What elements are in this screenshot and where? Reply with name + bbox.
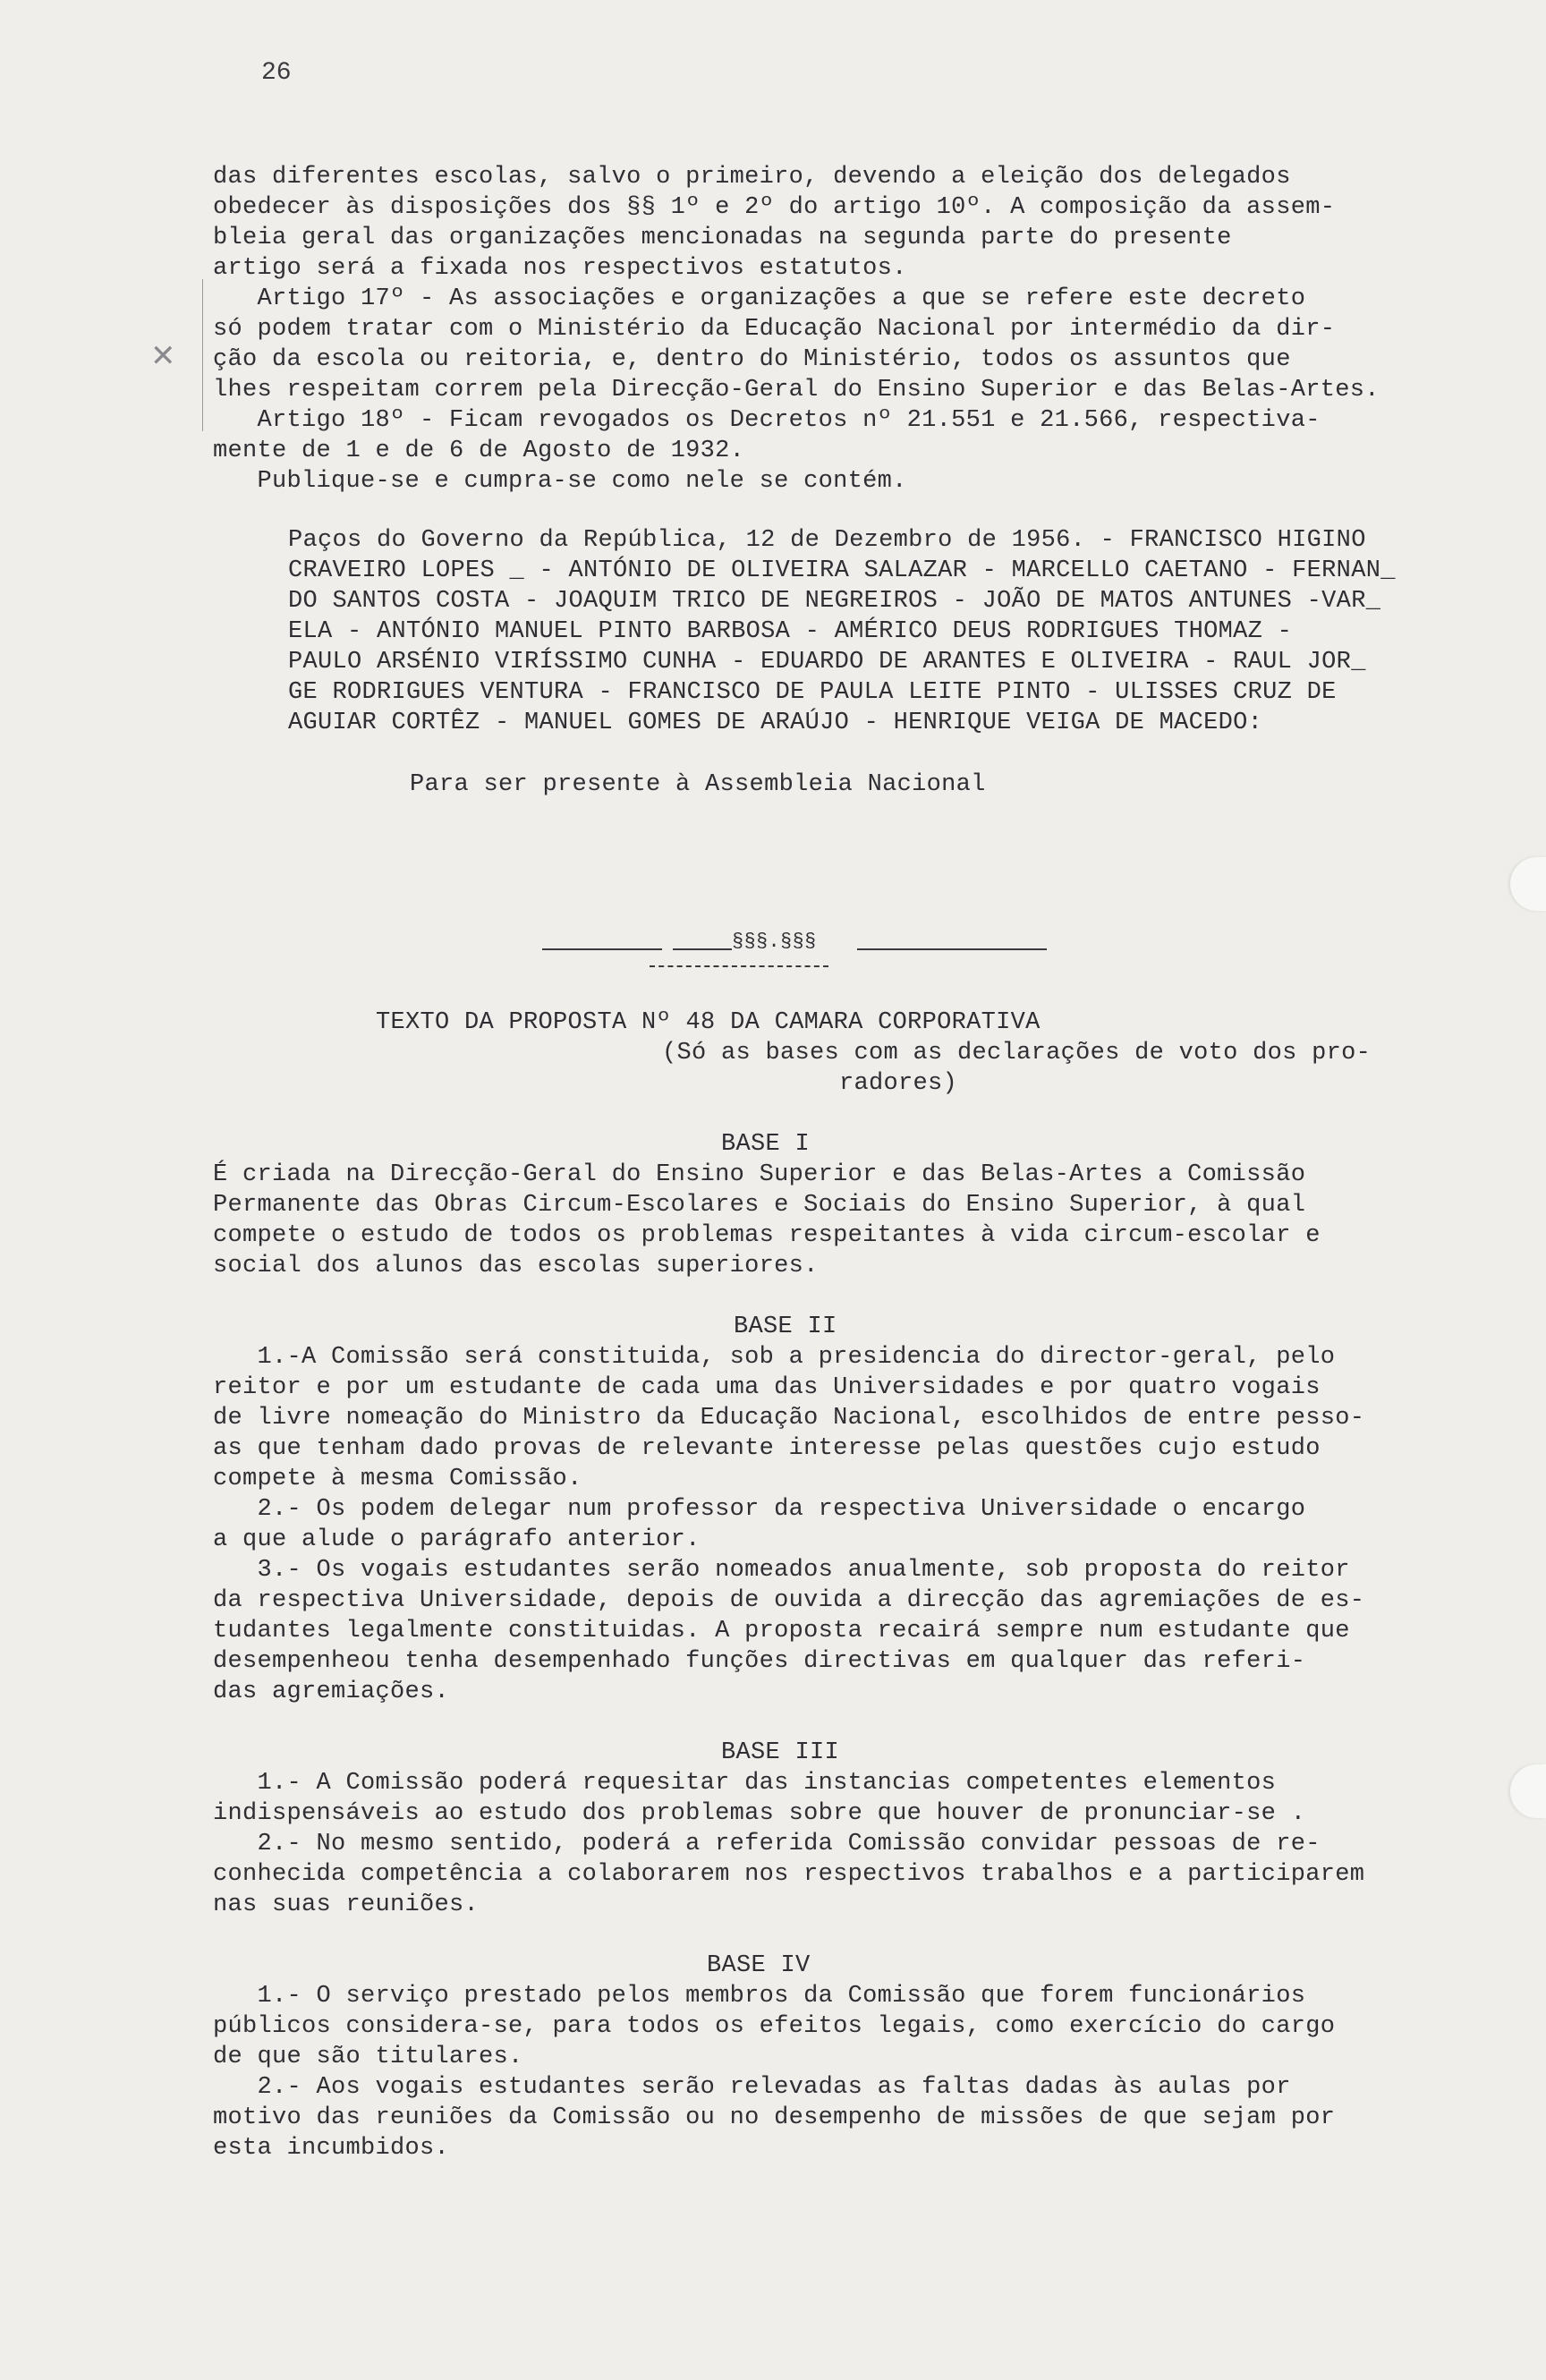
base-line: 1.- O serviço prestado pelos membros da Comissão que forem funcionários [213,1983,1306,2010]
decree-line: Artigo 17º - As associações e organizações a que se refere este decreto [213,285,1306,312]
separator-rule [857,948,1047,950]
base-line: 1.-A Comissão será constituida, sob a presidencia do director-geral, pelo [213,1344,1336,1371]
base-line: das agremiações. [213,1679,450,1705]
signature-line: PAULO ARSÉNIO VIRÍSSIMO CUNHA - EDUARDO DE ARANTES E OLIVEIRA - RAUL JOR_ [288,649,1366,676]
separator-rule [650,965,828,967]
base-line: as que tenham dado provas de relevante interesse pelas questões cujo estudo [213,1435,1321,1462]
decree-line: só podem tratar com o Ministério da Educação Nacional por intermédio da dir- [213,316,1336,343]
base-line: social dos alunos das escolas superiores. [213,1253,819,1279]
decree-line: ção da escola ou reitoria, e, dentro do Ministério, todos os assuntos que [213,346,1291,373]
signature-line: GE RODRIGUES VENTURA - FRANCISCO DE PAULA LEITE PINTO - ULISSES CRUZ DE [288,679,1337,706]
base-line: públicos considera-se, para todos os efeitos legais, como exercício do cargo [213,2013,1336,2040]
base-line: É criada na Direcção-Geral do Ensino Superior e das Belas-Artes a Comissão [213,1161,1306,1188]
decree-line: lhes respeitam correm pela Direcção-Geral do Ensino Superior e das Belas-Artes. [213,377,1380,404]
assembly-note: Para ser presente à Assembleia Nacional [410,771,986,798]
base-line: 2.- Os podem delegar num professor da respectiva Universidade o encargo [213,1496,1306,1523]
base-line: motivo das reuniões da Comissão ou no desempenho de missões de que sejam por [213,2104,1336,2131]
base-line: a que alude o parágrafo anterior. [213,1526,701,1553]
base-line: 2.- No mesmo sentido, poderá a referida Comissão convidar pessoas de re- [213,1831,1321,1857]
margin-line [202,279,203,431]
punch-hole [1510,1764,1546,1818]
signature-line: DO SANTOS COSTA - JOAQUIM TRICO DE NEGREIROS - JOÃO DE MATOS ANTUNES -VAR_ [288,588,1381,615]
base-line: esta incumbidos. [213,2135,450,2162]
decree-line: das diferentes escolas, salvo o primeiro, devendo a eleição dos delegados [213,164,1291,191]
separator-rule [542,948,662,950]
decree-line: Publique-se e cumpra-se como nele se contém. [213,468,907,495]
proposal-subtitle: radores) [839,1070,958,1097]
base-line: Permanente das Obras Circum-Escolares e Sociais do Ensino Superior, à qual [213,1192,1306,1219]
proposal-subtitle: (Só as bases com as declarações de voto dos pro- [662,1040,1372,1067]
base-line: nas suas reuniões. [213,1891,480,1918]
base-line: 2.- Aos vogais estudantes serão relevadas as faltas dadas às aulas por [213,2074,1291,2101]
separator-rule [673,948,732,950]
decree-line: Artigo 18º - Ficam revogados os Decretos nº 21.551 e 21.566, respectiva- [213,407,1321,434]
base-line: compete à mesma Comissão. [213,1466,582,1492]
base-line: reitor e por um estudante de cada uma das Universidades e por quatro vogais [213,1374,1321,1401]
page-number: 26 [261,59,292,87]
base-line: compete o estudo de todos os problemas respeitantes à vida circum-escolar e [213,1222,1321,1249]
signature-line: AGUIAR CORTÊZ - MANUEL GOMES DE ARAÚJO - HENRIQUE VEIGA DE MACEDO: [288,710,1263,736]
base-heading: BASE III [721,1739,840,1766]
decree-line: artigo será a fixada nos respectivos estatutos. [213,255,907,282]
decree-line: obedecer às disposições dos §§ 1º e 2º do artigo 10º. A composição da assem- [213,194,1336,221]
base-heading: BASE I [721,1131,811,1158]
signature-line: CRAVEIRO LOPES _ - ANTÓNIO DE OLIVEIRA SALAZAR - MARCELLO CAETANO - FERNAN_ [288,557,1396,584]
proposal-title: TEXTO DA PROPOSTA Nº 48 DA CAMARA CORPORATIVA [376,1009,1041,1036]
base-line: 1.- A Comissão poderá requesitar das instancias competentes elementos [213,1770,1277,1797]
base-line: indispensáveis ao estudo dos problemas sobre que houver de pronunciar-se . [213,1800,1306,1827]
base-heading: BASE II [734,1313,837,1340]
base-line: tudantes legalmente constituidas. A proposta recairá sempre num estudante que [213,1618,1350,1645]
base-line: desempenheou tenha desempenhado funções directivas em qualquer das referi- [213,1648,1306,1675]
signature-line: ELA - ANTÓNIO MANUEL PINTO BARBOSA - AMÉRICO DEUS RODRIGUES THOMAZ - [288,618,1293,645]
base-line: de livre nomeação do Ministro da Educação Nacional, escolhidos de entre pesso- [213,1405,1365,1432]
base-heading: BASE IV [707,1952,811,1979]
base-line: da respectiva Universidade, depois de ouvida a direcção das agremiações de es- [213,1587,1365,1614]
base-line: de que são titulares. [213,2044,523,2070]
separator-marks: §§§.§§§ [732,931,817,953]
decree-line: bleia geral das organizações mencionadas na segunda parte do presente [213,225,1232,251]
base-line: conhecida competência a colaborarem nos respectivos trabalhos e a participarem [213,1861,1365,1888]
decree-line: mente de 1 e de 6 de Agosto de 1932. [213,438,745,464]
signature-line: Paços do Governo da República, 12 de Dezembro de 1956. - FRANCISCO HIGINO [288,527,1366,554]
margin-x-mark: ✕ [150,338,176,374]
punch-hole [1510,857,1546,911]
base-line: 3.- Os vogais estudantes serão nomeados anualmente, sob proposta do reitor [213,1557,1350,1584]
